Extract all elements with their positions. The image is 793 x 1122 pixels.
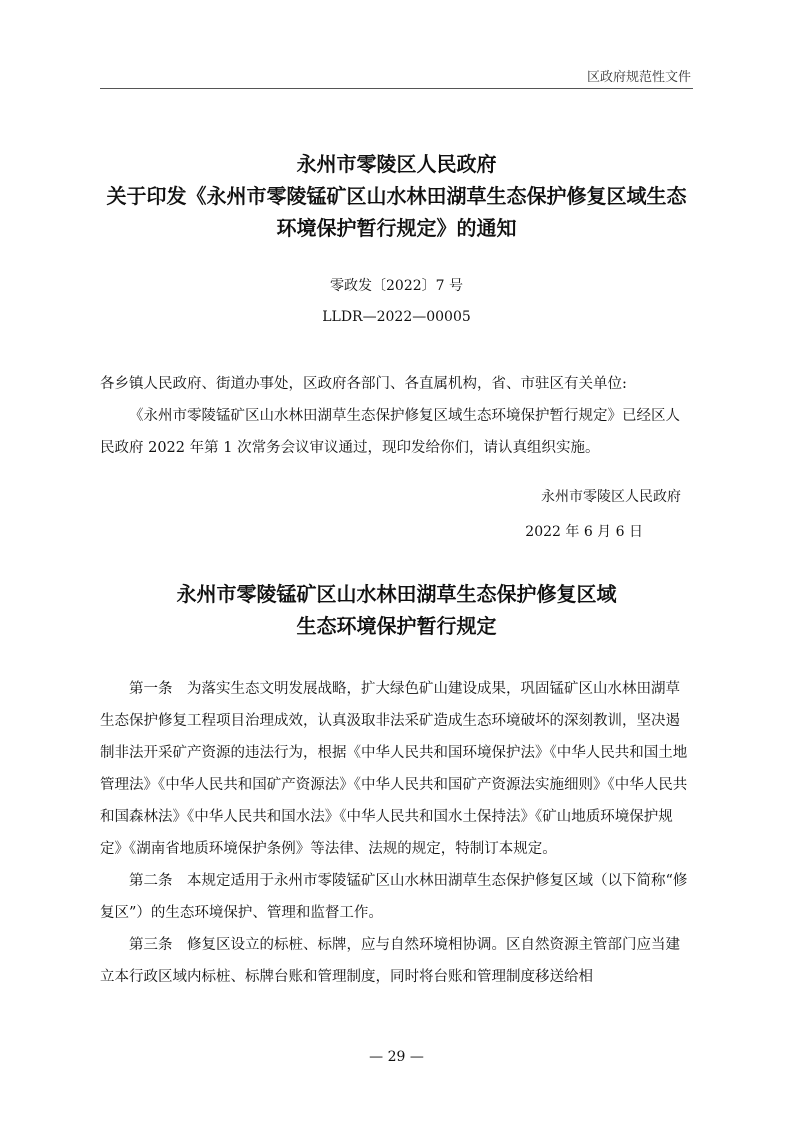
article-paragraph: 第二条 本规定适用于永州市零陵锰矿区山水林田湖草生态保护修复区域（以下简称“修复区”）的生态环境保护、管理和监督工作。: [100, 873, 688, 921]
document-number: 零政发〔2022〕7 号: [330, 278, 463, 294]
notice-title-line: 永州市零陵区人民政府: [296, 152, 497, 176]
page-number: — 29 —: [369, 1049, 424, 1065]
rules-title-line: 永州市零陵锰矿区山水林田湖草生态保护修复区域: [176, 582, 617, 606]
header-label: 区政府规范性文件: [586, 70, 691, 85]
notice-body: [100, 400, 693, 464]
article-paragraph: 第三条 修复区设立的标桩、标牌，应与自然环境相协调。区自然资源主管部门应当建立本行政区域内标桩、标牌台账和管理制度，同时将台账和管理制度移送给相: [100, 937, 680, 985]
addressee-text: 各乡镇人民政府、街道办事处，区政府各部门、各直属机构，省、市驻区有关单位:: [100, 376, 627, 392]
addressee: [100, 368, 693, 400]
rules-title: [100, 578, 693, 642]
signature-date: 2022 年 6 月 6 日: [525, 524, 643, 540]
notice-title: [100, 148, 693, 244]
article-paragraph: 第一条 为落实生态文明发展战略，扩大绿色矿山建设成果，巩固锰矿区山水林田湖草生态保护修复工程项目治理成效，认真汲取非法采矿造成生态环境破坏的深刻教训，坚决遏制非法开采矿产资源的违法行为，根据《中华人民共和国环境保护法》《中华人民共和国土地管理法》《中华人民共和国矿产资源法》《中华人民共和国矿产资源法实施细则》《中华人民共和国森林法》《中华人民共和国水法》《中华人民共和国水土保持法》《矿山地质环境保护规定》《湖南省地质环境保护条例》等法律、法规的规定，特制订本规定。: [100, 681, 688, 857]
articles: [100, 673, 693, 993]
rules-title-line: 生态环境保护暂行规定: [296, 614, 497, 638]
document-code: LLDR—2022—00005: [322, 309, 471, 325]
header-divider: [100, 88, 693, 89]
signature-org: 永州市零陵区人民政府: [541, 489, 681, 505]
notice-body-text: 《永州市零陵锰矿区山水林田湖草生态保护修复区域生态环境保护暂行规定》已经区人民政府 2022 年第 1 次常务会议审议通过，现印发给你们，请认真组织实施。: [100, 408, 680, 456]
notice-title-line: 环境保护暂行规定》的通知: [276, 216, 517, 240]
notice-title-line: 关于印发《永州市零陵锰矿区山水林田湖草生态保护修复区域生态: [106, 184, 687, 208]
